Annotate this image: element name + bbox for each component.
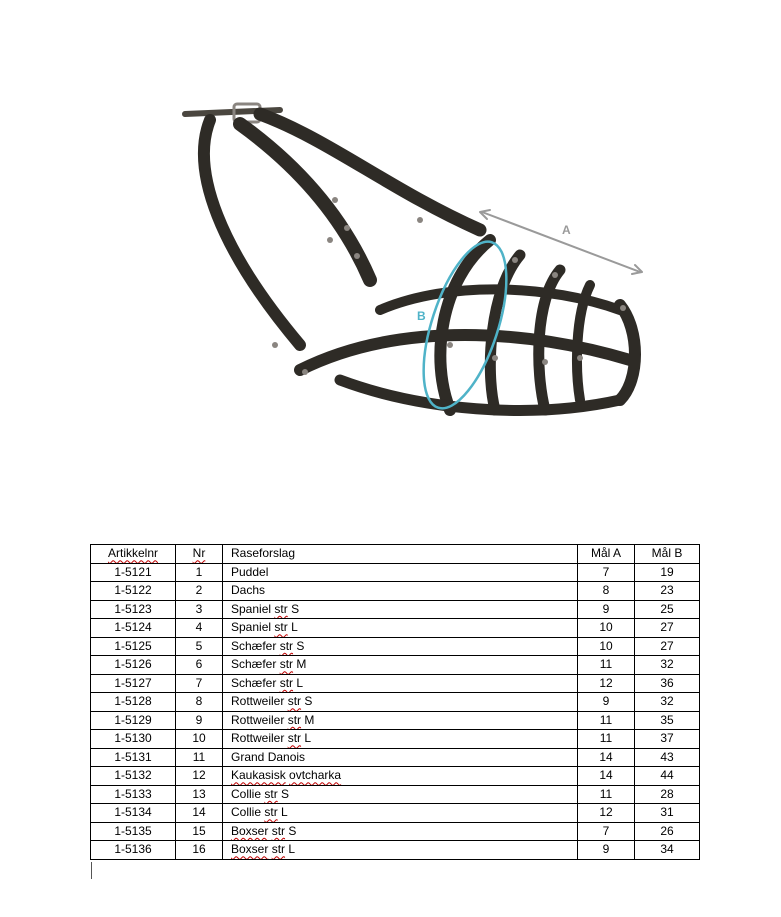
cell-measure-a: 14 (578, 748, 635, 767)
cell-article: 1-5129 (91, 711, 176, 730)
cell-measure-a: 7 (578, 822, 635, 841)
cell-measure-b: 36 (635, 674, 700, 693)
cell-measure-b: 32 (635, 693, 700, 712)
cell-nr: 2 (176, 582, 223, 601)
cell-nr: 1 (176, 563, 223, 582)
table-row (91, 822, 700, 841)
table-row (91, 767, 700, 786)
table-row (91, 563, 700, 582)
cell-nr: 16 (176, 841, 223, 860)
cell-measure-a: 7 (578, 563, 635, 582)
cell-article: 1-5126 (91, 656, 176, 675)
measure-b-label: B (417, 309, 426, 323)
cell-measure-b: 27 (635, 619, 700, 638)
cell-measure-b: 25 (635, 600, 700, 619)
header-nr: Nr (176, 545, 223, 564)
cell-article: 1-5121 (91, 563, 176, 582)
table-header-row (91, 545, 700, 564)
cell-nr: 13 (176, 785, 223, 804)
cell-measure-a: 9 (578, 600, 635, 619)
header-measure-a: Mål A (578, 545, 635, 564)
cell-breed: Boxser str S (223, 822, 578, 841)
cell-measure-a: 14 (578, 767, 635, 786)
measure-a-label: A (562, 223, 571, 237)
cell-measure-b: 26 (635, 822, 700, 841)
cell-measure-a: 12 (578, 674, 635, 693)
cell-measure-a: 10 (578, 637, 635, 656)
table-row (91, 841, 700, 860)
cell-nr: 4 (176, 619, 223, 638)
cell-breed: Schæfer str S (223, 637, 578, 656)
table-row (91, 785, 700, 804)
cell-article: 1-5124 (91, 619, 176, 638)
cell-breed: Schæfer str M (223, 656, 578, 675)
text-cursor (91, 862, 92, 879)
cell-breed: Grand Danois (223, 748, 578, 767)
cell-measure-b: 31 (635, 804, 700, 823)
size-table (90, 544, 700, 860)
cell-article: 1-5131 (91, 748, 176, 767)
cell-breed: Boxser str L (223, 841, 578, 860)
muzzle-illustration (150, 80, 670, 440)
cell-measure-b: 23 (635, 582, 700, 601)
cell-breed: Spaniel str L (223, 619, 578, 638)
header-breed: Raseforslag (223, 545, 578, 564)
cell-nr: 6 (176, 656, 223, 675)
cell-nr: 14 (176, 804, 223, 823)
table-row (91, 711, 700, 730)
side-strap (240, 124, 370, 280)
cell-nr: 10 (176, 730, 223, 749)
table-row (91, 674, 700, 693)
cell-measure-a: 8 (578, 582, 635, 601)
cell-measure-a: 9 (578, 841, 635, 860)
table-row (91, 804, 700, 823)
cell-nr: 3 (176, 600, 223, 619)
table-row (91, 582, 700, 601)
header-measure-b: Mål B (635, 545, 700, 564)
cell-breed: Schæfer str L (223, 674, 578, 693)
cell-breed: Rottweiler str L (223, 730, 578, 749)
cell-measure-a: 12 (578, 804, 635, 823)
cell-measure-a: 11 (578, 785, 635, 804)
cell-article: 1-5135 (91, 822, 176, 841)
cell-measure-a: 10 (578, 619, 635, 638)
cell-nr: 12 (176, 767, 223, 786)
cell-measure-b: 28 (635, 785, 700, 804)
table-row (91, 730, 700, 749)
cell-breed: Dachs (223, 582, 578, 601)
cell-measure-a: 11 (578, 730, 635, 749)
cell-article: 1-5128 (91, 693, 176, 712)
cell-article: 1-5133 (91, 785, 176, 804)
cell-article: 1-5132 (91, 767, 176, 786)
cell-measure-b: 19 (635, 563, 700, 582)
cell-article: 1-5122 (91, 582, 176, 601)
cell-nr: 8 (176, 693, 223, 712)
cell-breed: Rottweiler str M (223, 711, 578, 730)
cell-measure-b: 34 (635, 841, 700, 860)
table-row (91, 600, 700, 619)
cell-breed: Rottweiler str S (223, 693, 578, 712)
cell-article: 1-5134 (91, 804, 176, 823)
table-row (91, 748, 700, 767)
table-row (91, 656, 700, 675)
cell-breed: Kaukasisk ovtcharka (223, 767, 578, 786)
cell-breed: Collie str L (223, 804, 578, 823)
cell-measure-b: 32 (635, 656, 700, 675)
cell-article: 1-5130 (91, 730, 176, 749)
basket-ring-back (440, 240, 490, 410)
cell-measure-b: 43 (635, 748, 700, 767)
table-row (91, 619, 700, 638)
header-article: Artikkelnr (91, 545, 176, 564)
cell-breed: Spaniel str S (223, 600, 578, 619)
table-row (91, 693, 700, 712)
cell-breed: Puddel (223, 563, 578, 582)
cell-nr: 15 (176, 822, 223, 841)
cell-article: 1-5123 (91, 600, 176, 619)
cell-article: 1-5136 (91, 841, 176, 860)
cell-measure-b: 35 (635, 711, 700, 730)
cell-measure-b: 37 (635, 730, 700, 749)
cell-measure-a: 9 (578, 693, 635, 712)
cell-measure-a: 11 (578, 656, 635, 675)
cell-breed: Collie str S (223, 785, 578, 804)
cell-nr: 11 (176, 748, 223, 767)
cell-nr: 7 (176, 674, 223, 693)
cell-article: 1-5127 (91, 674, 176, 693)
table-row (91, 637, 700, 656)
cell-measure-b: 27 (635, 637, 700, 656)
cell-measure-a: 11 (578, 711, 635, 730)
cell-nr: 5 (176, 637, 223, 656)
cell-nr: 9 (176, 711, 223, 730)
cell-measure-b: 44 (635, 767, 700, 786)
cell-article: 1-5125 (91, 637, 176, 656)
